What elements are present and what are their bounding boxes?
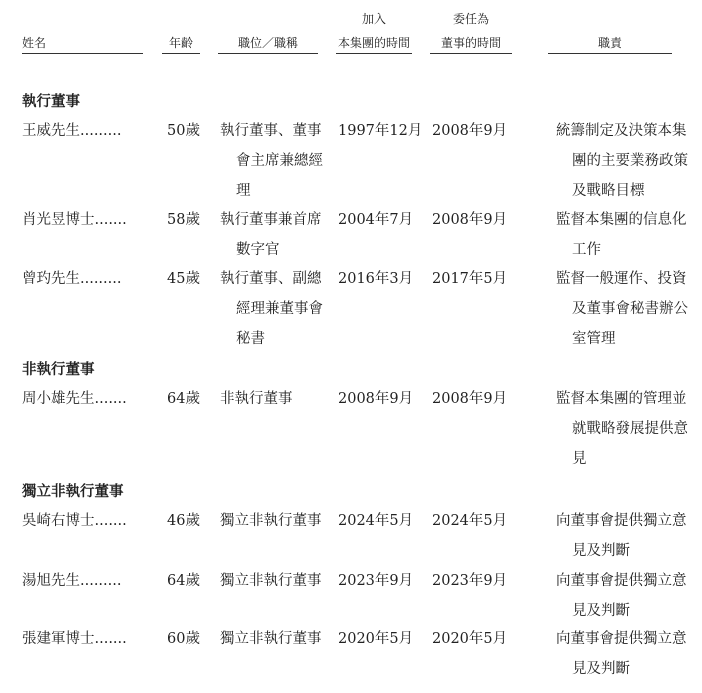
appointed-date: 2023年9月 <box>432 573 508 589</box>
header-duties: 職責 <box>597 36 622 50</box>
director-name: 曾玓先生......... <box>22 271 122 287</box>
director-duties <box>556 506 687 566</box>
duties-line: 監督本集團的管理並 <box>556 391 687 407</box>
duties-line: 監督本集團的信息化 <box>556 212 687 228</box>
section-title: 非執行董事 <box>22 362 95 378</box>
director-name: 肖光昱博士....... <box>22 212 127 228</box>
director-age: 60歲 <box>167 631 200 647</box>
joined-date: 1997年12月 <box>338 123 423 139</box>
joined-date: 2024年5月 <box>338 513 414 529</box>
director-age: 46歲 <box>167 513 200 529</box>
duties-line: 團的主要業務政策 <box>572 153 688 169</box>
joined-date: 2004年7月 <box>338 212 414 228</box>
duties-line: 向董事會提供獨立意 <box>556 631 687 647</box>
position-line: 獨立非執行董事 <box>220 513 322 529</box>
director-position <box>220 264 323 354</box>
duties-line: 向董事會提供獨立意 <box>556 573 687 589</box>
duties-line: 工作 <box>572 242 601 258</box>
header-underline <box>430 53 512 54</box>
position-line: 執行董事兼首席 <box>220 212 322 228</box>
appointed-date: 2008年9月 <box>432 212 508 228</box>
director-name: 湯旭先生......... <box>22 573 122 589</box>
director-position <box>220 205 322 265</box>
director-name: 王威先生......... <box>22 123 122 139</box>
director-duties <box>556 116 688 206</box>
director-position <box>220 384 293 414</box>
position-line: 非執行董事 <box>220 391 293 407</box>
header-join-line2: 本集團的時間 <box>337 36 410 50</box>
position-line: 執行董事、董事 <box>220 123 322 139</box>
director-position <box>220 566 322 596</box>
duties-line: 向董事會提供獨立意 <box>556 513 687 529</box>
duties-line: 統籌制定及決策本集 <box>556 123 687 139</box>
director-name: 張建軍博士....... <box>22 631 127 647</box>
appointed-date: 2008年9月 <box>432 391 508 407</box>
director-age: 45歲 <box>167 271 200 287</box>
director-duties <box>556 566 687 626</box>
director-duties <box>556 624 687 684</box>
duties-line: 監督一般運作、投資 <box>556 271 687 287</box>
director-age: 58歲 <box>167 212 200 228</box>
header-name: 姓名 <box>22 36 47 50</box>
director-name: 周小雄先生....... <box>22 391 127 407</box>
duties-line: 見及判斷 <box>572 603 630 619</box>
header-appoint-line2: 董事的時間 <box>440 36 501 50</box>
duties-line: 室管理 <box>572 331 616 347</box>
section-title: 獨立非執行董事 <box>22 484 124 500</box>
appointed-date: 2020年5月 <box>432 631 508 647</box>
header-age: 年齡 <box>168 36 193 50</box>
header-underline <box>218 53 318 54</box>
director-age: 64歲 <box>167 573 200 589</box>
position-line: 獨立非執行董事 <box>220 631 322 647</box>
position-line: 經理兼董事會 <box>236 301 323 317</box>
director-position <box>220 116 323 206</box>
appointed-date: 2017年5月 <box>432 271 508 287</box>
appointed-date: 2024年5月 <box>432 513 508 529</box>
joined-date: 2016年3月 <box>338 271 414 287</box>
joined-date: 2020年5月 <box>338 631 414 647</box>
director-duties <box>556 205 687 265</box>
duties-line: 見及判斷 <box>572 543 630 559</box>
director-name: 吳崎右博士....... <box>22 513 127 529</box>
header-join-line1: 加入 <box>361 12 386 26</box>
joined-date: 2008年9月 <box>338 391 414 407</box>
section-title: 執行董事 <box>22 94 80 110</box>
director-age: 50歲 <box>167 123 200 139</box>
duties-line: 就戰略發展提供意 <box>572 421 688 437</box>
header-appoint-line1: 委任為 <box>452 12 489 26</box>
director-duties <box>556 264 688 354</box>
position-line: 秘書 <box>236 331 265 347</box>
joined-date: 2023年9月 <box>338 573 414 589</box>
position-line: 理 <box>236 183 251 199</box>
duties-line: 及董事會秘書辦公 <box>572 301 688 317</box>
position-line: 獨立非執行董事 <box>220 573 322 589</box>
duties-line: 見 <box>572 451 587 467</box>
director-position <box>220 506 322 536</box>
director-duties <box>556 384 688 474</box>
header-underline <box>548 53 672 54</box>
appointed-date: 2008年9月 <box>432 123 508 139</box>
header-underline <box>336 53 412 54</box>
header-underline <box>162 53 200 54</box>
position-line: 執行董事、副總 <box>220 271 322 287</box>
director-position <box>220 624 322 654</box>
director-age: 64歲 <box>167 391 200 407</box>
duties-line: 及戰略目標 <box>572 183 645 199</box>
header-underline <box>22 53 143 54</box>
position-line: 數字官 <box>236 242 280 258</box>
position-line: 會主席兼總經 <box>236 153 323 169</box>
header-position: 職位／職稱 <box>237 36 298 50</box>
duties-line: 見及判斷 <box>572 661 630 677</box>
